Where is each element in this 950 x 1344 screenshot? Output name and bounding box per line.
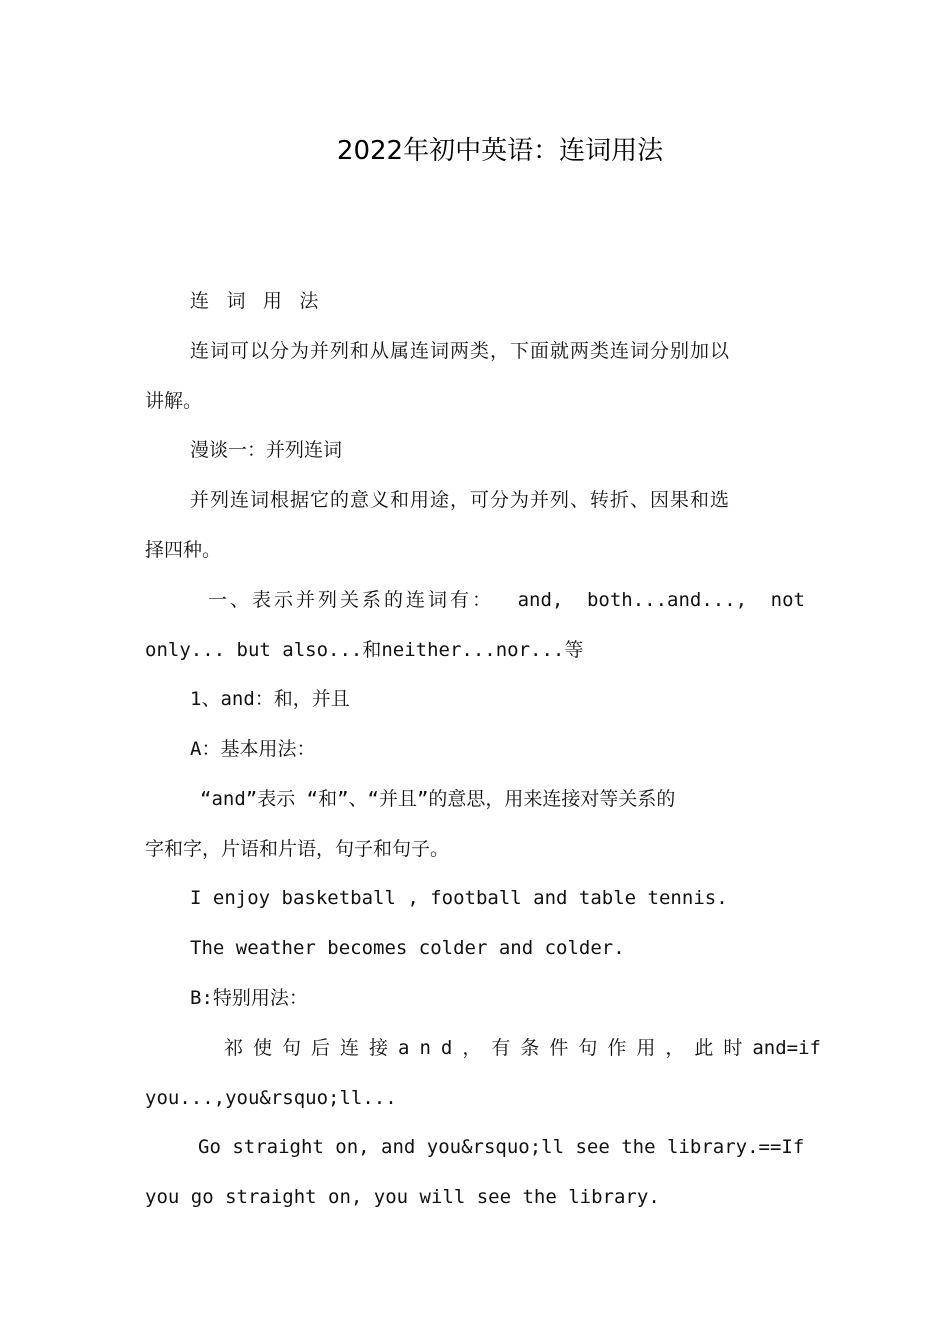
document-title: 2022年初中英语：连词用法 (336, 136, 664, 166)
item-subheading: B:特别用法： (190, 987, 308, 1009)
item-heading: 1、and：和，并且 (190, 688, 350, 710)
section-heading: 连 词 用 法 (190, 290, 322, 312)
text-segment: and=if (752, 1037, 821, 1059)
text-segment: not (770, 589, 805, 611)
item-subheading: A：基本用法： (190, 738, 316, 760)
text-segment: both...and..., (586, 589, 748, 611)
example-sentence: The weather becomes colder and colder. (190, 937, 625, 959)
text-segment: 一、表示并列关系的连词有： (208, 589, 495, 611)
paragraph-line: 讲解。 (145, 390, 203, 412)
paragraph-line (208, 585, 805, 615)
paragraph-line: 并列连词根据它的意义和用途，可分为并列、转折、因果和选 (190, 489, 731, 511)
paragraph-line: 连词可以分为并列和从属连词两类，下面就两类连词分别加以 (190, 340, 731, 362)
example-sentence: I enjoy basketball , football and table tennis. (190, 887, 728, 909)
paragraph-line: “and”表示 “和”、“并且”的意思，用来连接对等关系的 (200, 788, 676, 810)
paragraph-line: only... but also...和neither...nor...等 (145, 639, 584, 661)
paragraph-line: you...,you&rsquo;ll... (145, 1087, 397, 1109)
example-sentence: you go straight on, you will see the library. (145, 1186, 660, 1208)
paragraph-line: 字和字，片语和片语，句子和句子。 (145, 838, 450, 860)
text-segment: and, (517, 589, 564, 611)
example-sentence: Go straight on, and you&rsquo;ll see the library.==If (198, 1136, 805, 1158)
subsection-heading: 漫谈一：并列连词 (190, 439, 343, 461)
text-segment: 祁使句后连接and，有条件句作用，此时 (224, 1037, 753, 1059)
paragraph-line (224, 1033, 821, 1063)
paragraph-line: 择四种。 (145, 539, 222, 561)
